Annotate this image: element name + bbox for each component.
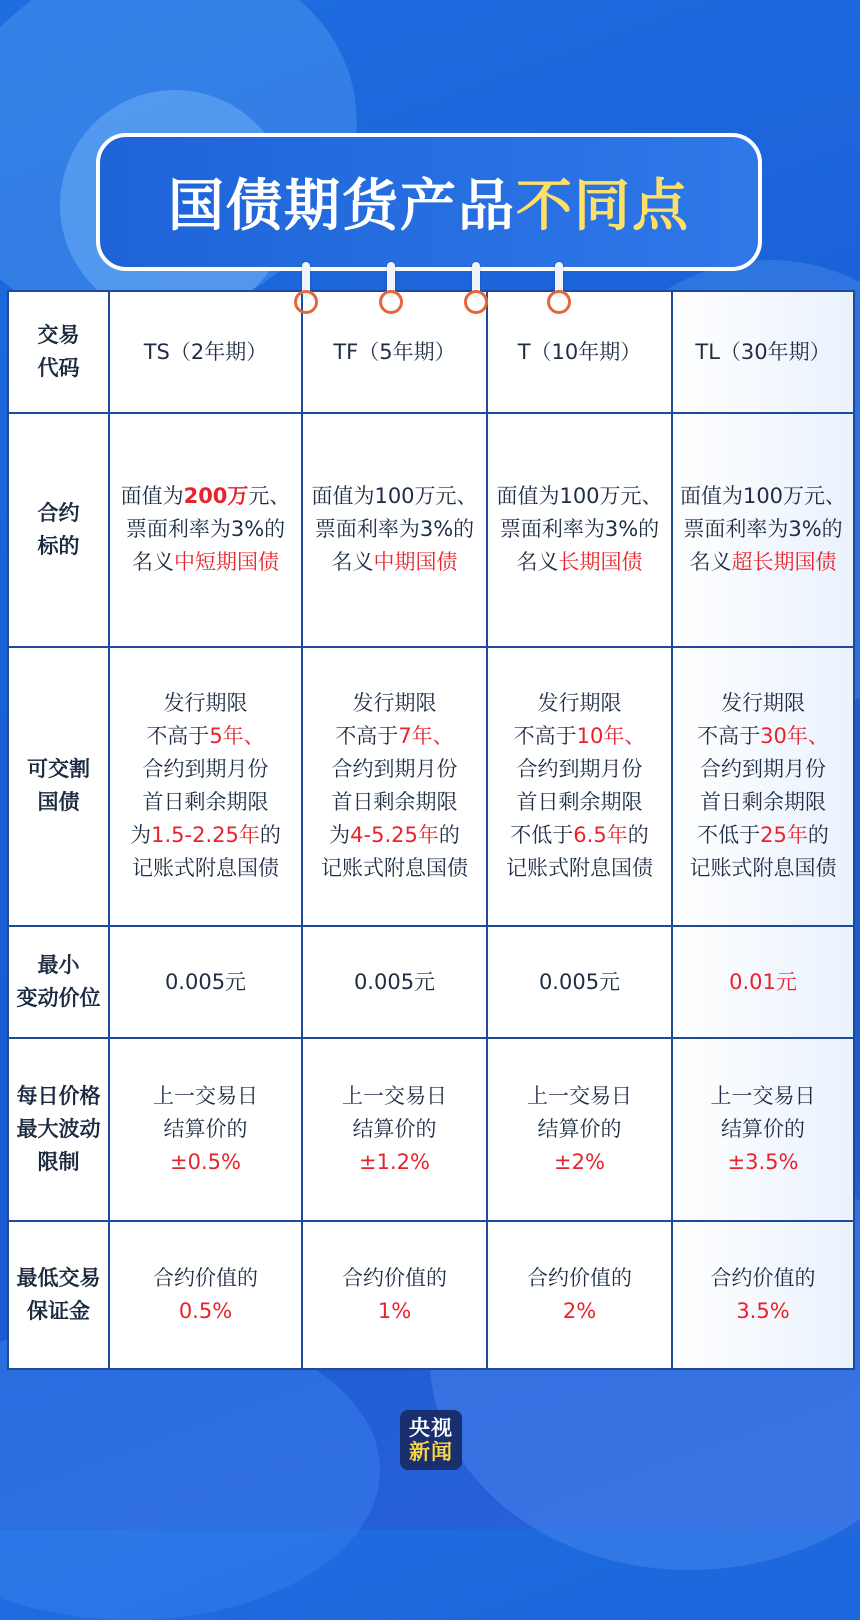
column-header-tf: TF（5年期） xyxy=(302,291,487,413)
comparison-table xyxy=(7,290,853,1370)
deliverable-cell-ts: 发行期限 不高于5年、 合约到期月份 首日剩余期限 为1.5-2.25年的 记账式附息国债 xyxy=(109,647,302,927)
tick-cell-tf: 0.005元 xyxy=(302,926,487,1038)
contract-cell-tl: 面值为100万元、 票面利率为3%的 名义超长期国债 xyxy=(672,413,854,646)
title-highlight: 不同点 xyxy=(516,174,690,239)
margin-cell-t: 合约价值的 2% xyxy=(487,1221,672,1369)
row-header-code: 交易 代码 xyxy=(8,291,109,413)
margin-cell-ts: 合约价值的 0.5% xyxy=(109,1221,302,1369)
limit-cell-tl: 上一交易日 结算价的 ±3.5% xyxy=(672,1038,854,1220)
row-header-margin: 最低交易 保证金 xyxy=(8,1221,109,1369)
tick-cell-ts: 0.005元 xyxy=(109,926,302,1038)
tick-cell-t: 0.005元 xyxy=(487,926,672,1038)
limit-cell-tf: 上一交易日 结算价的 ±1.2% xyxy=(302,1038,487,1220)
table-row-margin xyxy=(8,1221,854,1369)
contract-cell-ts: 面值为200万元、 票面利率为3%的 名义中短期国债 xyxy=(109,413,302,646)
deliverable-cell-t: 发行期限 不高于10年、 合约到期月份 首日剩余期限 不低于6.5年的 记账式附息国债 xyxy=(487,647,672,927)
margin-cell-tl: 合约价值的 3.5% xyxy=(672,1221,854,1369)
page-title xyxy=(96,133,762,271)
limit-cell-ts: 上一交易日 结算价的 ±0.5% xyxy=(109,1038,302,1220)
column-header-t: T（10年期） xyxy=(487,291,672,413)
row-header-limit: 每日价格 最大波动 限制 xyxy=(8,1038,109,1220)
margin-cell-tf: 合约价值的 1% xyxy=(302,1221,487,1369)
limit-cell-t: 上一交易日 结算价的 ±2% xyxy=(487,1038,672,1220)
column-header-tl: TL（30年期） xyxy=(672,291,854,413)
table-row-contract xyxy=(8,413,854,646)
cctv-news-logo: 央视 新闻 xyxy=(400,1410,462,1470)
binder-ring-icon xyxy=(383,262,399,310)
table-row-code xyxy=(8,291,854,413)
binder-ring-icon xyxy=(468,262,484,310)
row-header-tick: 最小 变动价位 xyxy=(8,926,109,1038)
binder-ring-icon xyxy=(298,262,314,310)
title-main: 国债期货产品 xyxy=(168,174,516,239)
table-row-limit xyxy=(8,1038,854,1220)
row-header-deliverable: 可交割 国债 xyxy=(8,647,109,927)
contract-cell-t: 面值为100万元、 票面利率为3%的 名义长期国债 xyxy=(487,413,672,646)
deliverable-cell-tf: 发行期限 不高于7年、 合约到期月份 首日剩余期限 为4-5.25年的 记账式附息国债 xyxy=(302,647,487,927)
binder-ring-icon xyxy=(551,262,567,310)
column-header-ts: TS（2年期） xyxy=(109,291,302,413)
table-row-tick xyxy=(8,926,854,1038)
table-row-deliverable xyxy=(8,647,854,927)
row-header-contract: 合约 标的 xyxy=(8,413,109,646)
contract-cell-tf: 面值为100万元、 票面利率为3%的 名义中期国债 xyxy=(302,413,487,646)
tick-cell-tl: 0.01元 xyxy=(672,926,854,1038)
deliverable-cell-tl: 发行期限 不高于30年、 合约到期月份 首日剩余期限 不低于25年的 记账式附息国债 xyxy=(672,647,854,927)
